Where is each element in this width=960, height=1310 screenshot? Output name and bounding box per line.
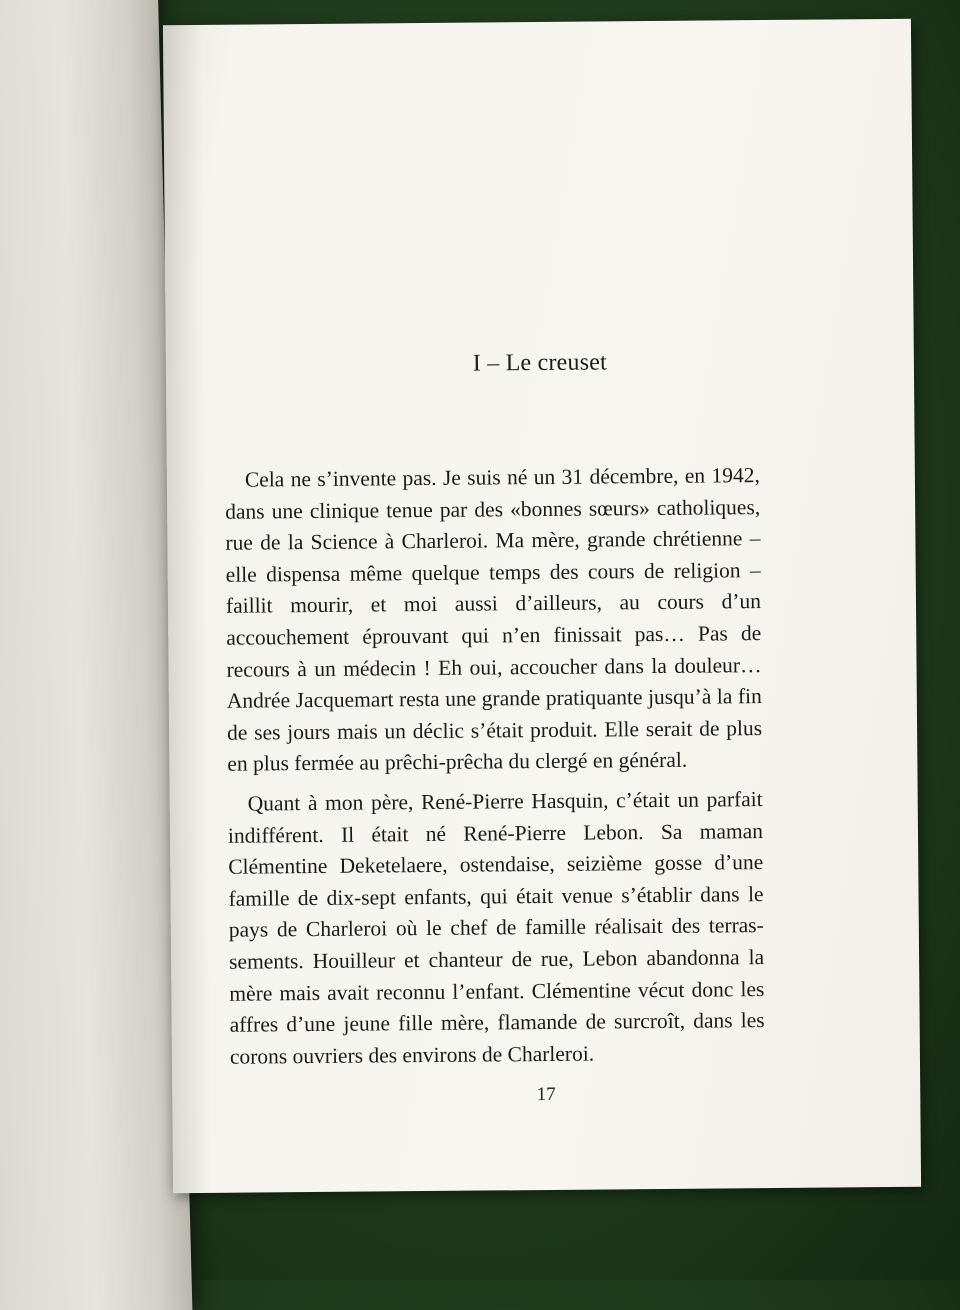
paragraph-1-block [225,460,763,781]
paragraph-2: Quant à mon père, René-Pierre Hasquin, c’était un parfait indifférent. Il était né René-Pierre Lebon. Sa maman Clémentine Deketelaere, ostendaise, seizième gosse d’une famille de dix-sept enfants, qui était venue s’établir dans le pays de Charleroi où le chef de famille réalisait des terrassements. Houilleur et chanteur de rue, Lebon abandonna la mère mais avait reconnu l’enfant. Clémentine vécut donc les affres d’une jeune fille mère, flamande de surcroît, dans les corons ouvriers des environs de Charleroi. [227,787,765,1069]
book-page [163,19,921,1193]
paragraph-2-block [228,784,765,1073]
chapter-title: I – Le creuset [472,349,608,377]
paragraph-1: Cela ne s’invente pas. Je suis né un 31 décembre, en 1942, dans une clinique tenue par des «bonnes sœurs» catholiques, rue de la Science à Charleroi. Ma mère, grande chrétienne – elle dispensa même quelque temps des cours de religion – faillit mourir, et moi aussi d’ailleurs, au cours d’un accouchement éprouvant qui n’en finissait pas… Pas de recours à un médecin ! Eh oui, accoucher dans la douleur… Andrée Jacquemart resta une grande pratiquante jusqu’à la fin de ses jours mais un déclic s’était produit. Elle serait de plus en plus fermée au prêchi-prêcha du clergé en général. [225,463,763,777]
page-number: 17 [536,1083,556,1106]
